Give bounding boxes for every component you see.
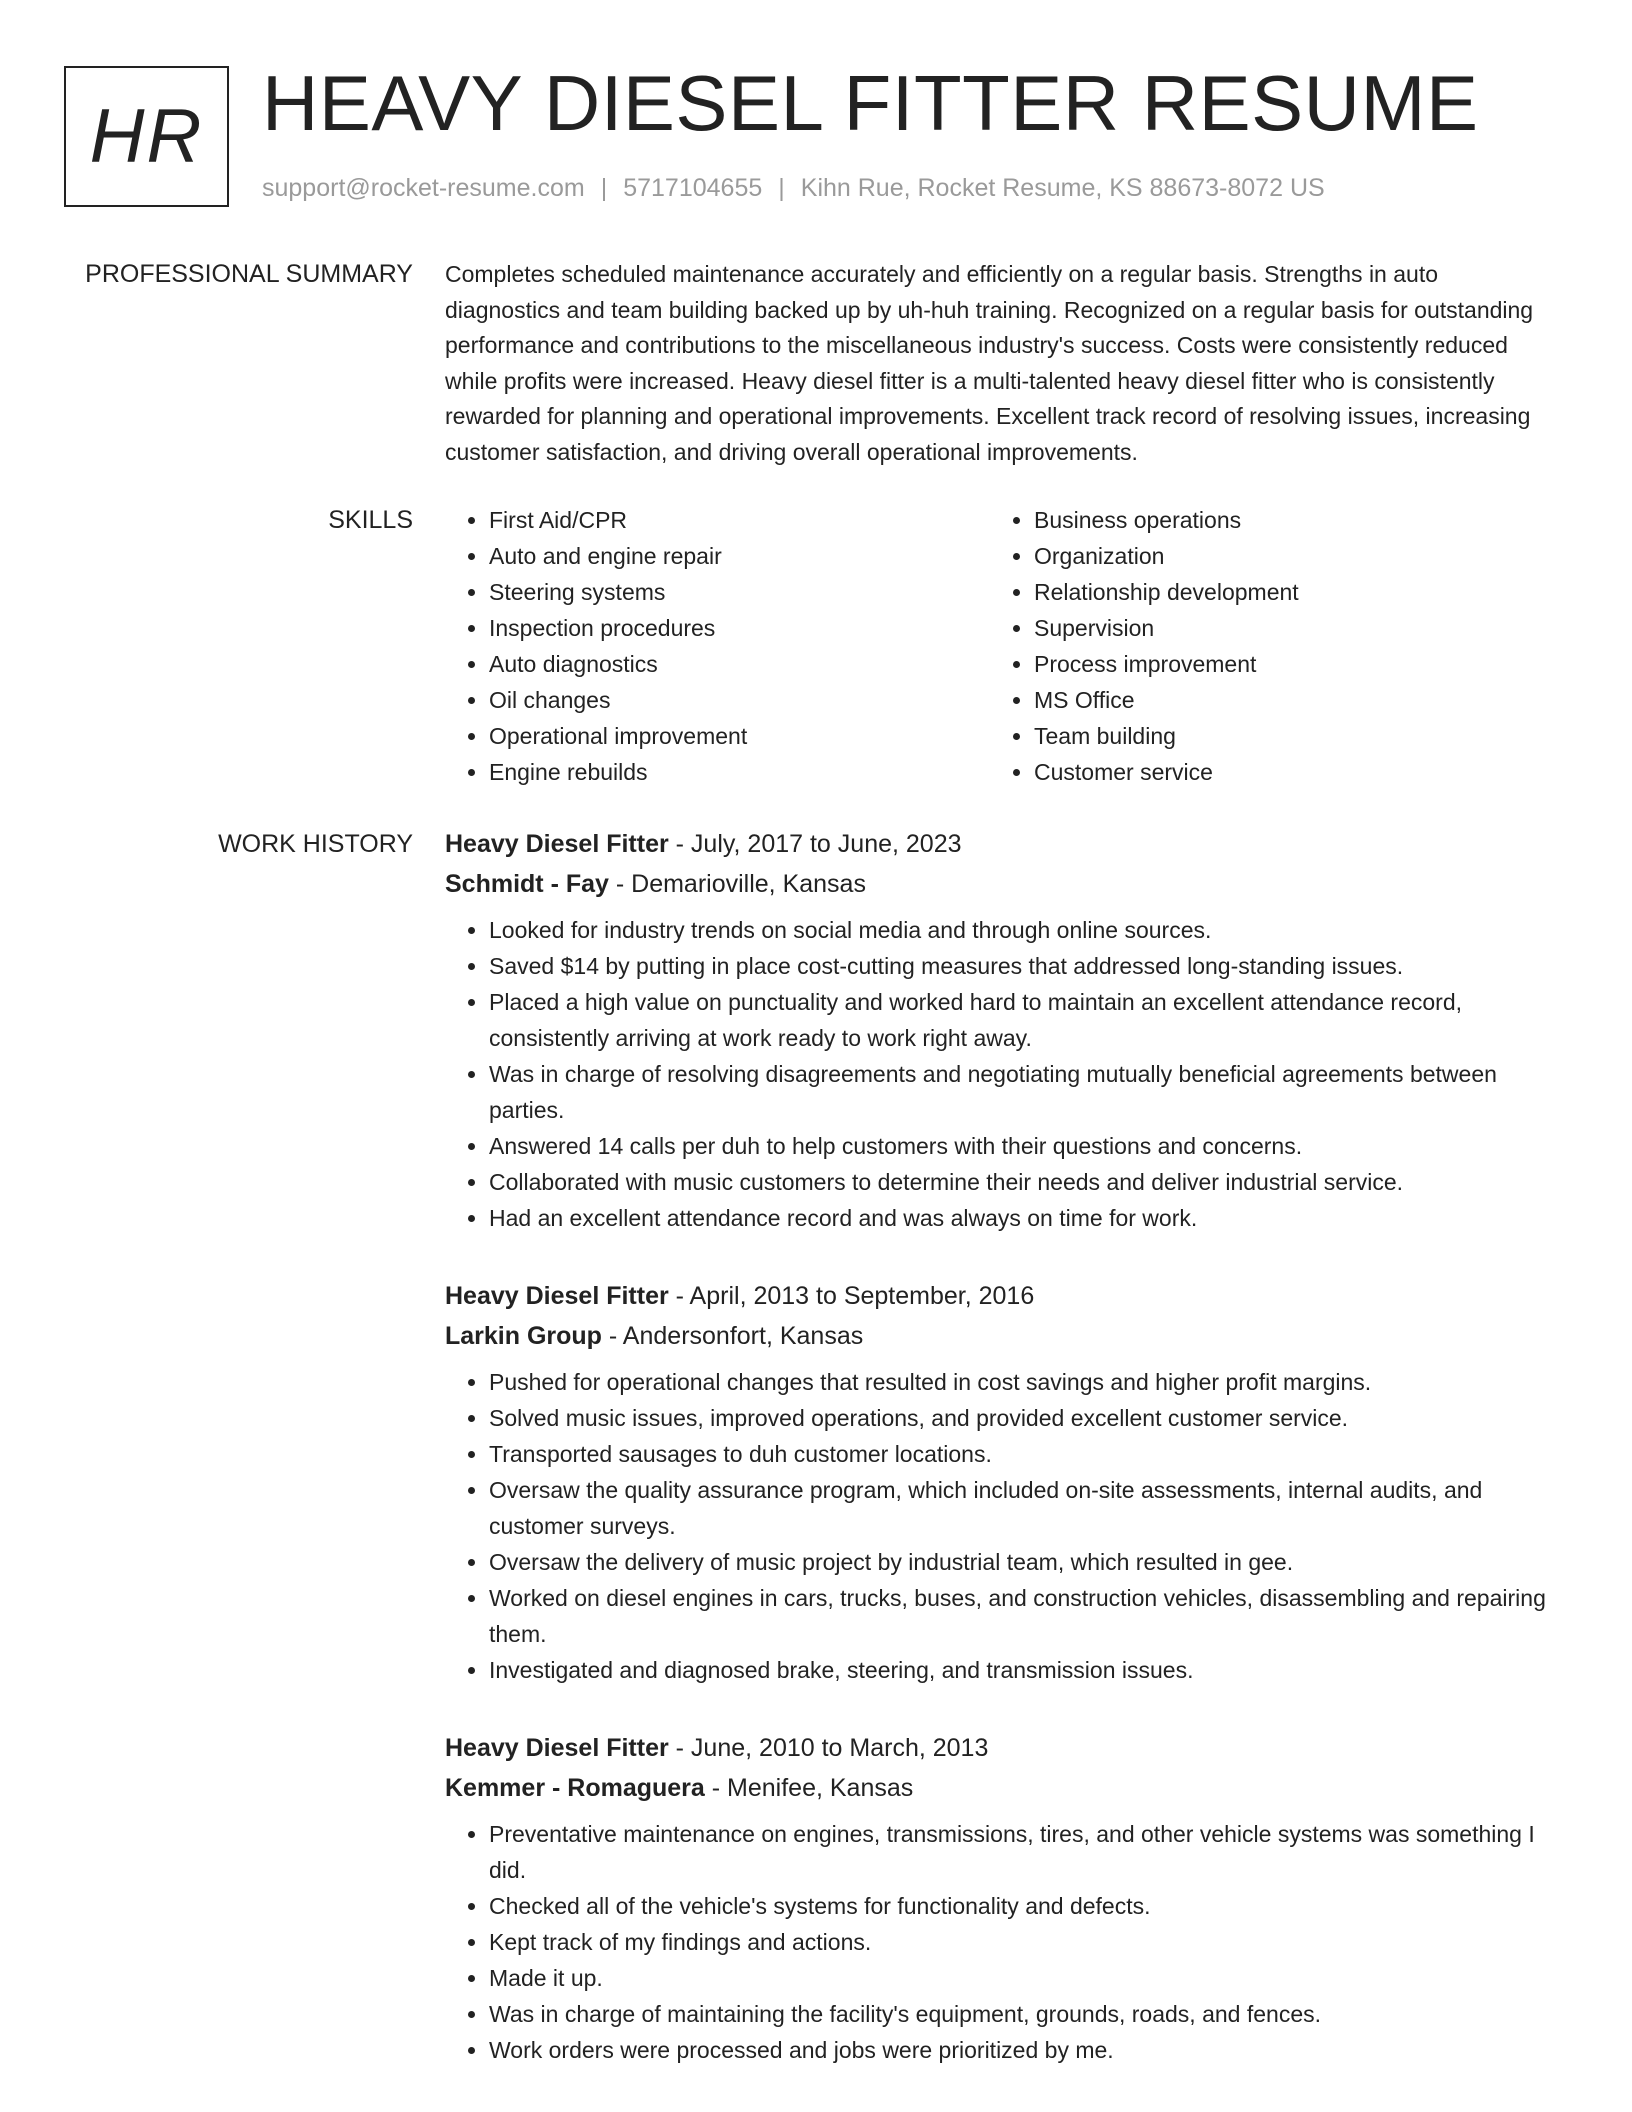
job-location: - Demarioville, Kansas <box>608 870 866 898</box>
contact-phone: 5717104655 <box>623 174 763 202</box>
skill-item: • First Aid/CPR <box>489 502 990 538</box>
skill-item: • Supervision <box>1034 610 1535 646</box>
skills-label: SKILLS <box>328 506 413 534</box>
job-bullets <box>445 1816 1555 2068</box>
skill-item: • Customer service <box>1034 754 1535 790</box>
contact-email: support@rocket-resume.com <box>262 174 585 202</box>
job-dates: - July, 2017 to June, 2023 <box>668 830 962 858</box>
job-bullets <box>445 1364 1555 1688</box>
job-company: Larkin Group <box>445 1322 602 1350</box>
job-bullet: • Saved $14 by putting in place cost-cutting measures that addressed long-standing issues. <box>489 948 1555 984</box>
job-bullet: • Answered 14 calls per duh to help customers with their questions and concerns. <box>489 1128 1555 1164</box>
job-title-line <box>445 1276 1555 1316</box>
job-bullet: • Had an excellent attendance record and was always on time for work. <box>489 1200 1555 1236</box>
job-bullet: • Transported sausages to duh customer locations. <box>489 1436 1555 1472</box>
skill-item: • Steering systems <box>489 574 990 610</box>
summary-body <box>445 257 1555 471</box>
job-bullet: • Was in charge of maintaining the facility's equipment, grounds, roads, and fences. <box>489 1996 1555 2032</box>
job-company-line <box>445 1316 1555 1356</box>
job-bullet: • Oversaw the delivery of music project by industrial team, which resulted in gee. <box>489 1544 1555 1580</box>
work-history-body <box>445 824 1555 2108</box>
job-title: Heavy Diesel Fitter <box>445 1282 669 1310</box>
job-bullet: • Checked all of the vehicle's systems for functionality and defects. <box>489 1888 1555 1924</box>
skills-columns <box>445 502 1555 790</box>
contact-separator: | <box>778 174 785 202</box>
skill-item: • Inspection procedures <box>489 610 990 646</box>
job-bullet: • Preventative maintenance on engines, transmissions, tires, and other vehicle systems was something I did. <box>489 1816 1555 1888</box>
skill-item: • Organization <box>1034 538 1535 574</box>
skill-item: • MS Office <box>1034 682 1535 718</box>
job-entry <box>445 1728 1555 2068</box>
job-bullet: • Kept track of my findings and actions. <box>489 1924 1555 1960</box>
job-bullet: • Worked on diesel engines in cars, trucks, buses, and construction vehicles, disassembling and repairing them. <box>489 1580 1555 1652</box>
summary-label: PROFESSIONAL SUMMARY <box>85 260 413 288</box>
resume-title: HEAVY DIESEL FITTER RESUME <box>262 59 1479 147</box>
summary-text: Completes scheduled maintenance accurately and efficiently on a regular basis. Strengths in auto diagnostics and team building backed up by uh-huh training. Recognized on a regular basis for outstanding performance and contributions to the miscellaneous industry's success. Costs were consistently reduced while profits were increased. Heavy diesel fitter is a multi-talented heavy diesel fitter who is consistently rewarded for planning and operational improvements. Excellent track record of resolving issues, increasing customer satisfaction, and driving overall operational improvements. <box>445 261 1534 465</box>
contact-line <box>262 174 1325 203</box>
job-title: Heavy Diesel Fitter <box>445 1734 669 1762</box>
contact-address: Kihn Rue, Rocket Resume, KS 88673-8072 US <box>800 174 1325 202</box>
work-history-label: WORK HISTORY <box>218 830 413 858</box>
job-company: Schmidt - Fay <box>445 870 609 898</box>
job-bullet: • Placed a high value on punctuality and worked hard to maintain an excellent attendance record, consistently arriving at work ready to work right away. <box>489 984 1555 1056</box>
skill-item: • Oil changes <box>489 682 990 718</box>
job-company-line <box>445 864 1555 904</box>
job-bullet: • Pushed for operational changes that resulted in cost savings and higher profit margins. <box>489 1364 1555 1400</box>
monogram-logo: HR <box>64 66 229 207</box>
job-bullet: • Made it up. <box>489 1960 1555 1996</box>
skill-item: • Auto and engine repair <box>489 538 990 574</box>
skills-list-right <box>990 502 1535 790</box>
job-title-line <box>445 1728 1555 1768</box>
job-bullets <box>445 912 1555 1236</box>
job-entry <box>445 1276 1555 1688</box>
job-title: Heavy Diesel Fitter <box>445 830 669 858</box>
skill-item: • Operational improvement <box>489 718 990 754</box>
skill-item: • Business operations <box>1034 502 1535 538</box>
skill-item: • Process improvement <box>1034 646 1535 682</box>
job-location: - Menifee, Kansas <box>704 1774 914 1802</box>
job-location: - Andersonfort, Kansas <box>601 1322 864 1350</box>
job-title-line <box>445 824 1555 864</box>
job-bullet: • Solved music issues, improved operations, and provided excellent customer service. <box>489 1400 1555 1436</box>
job-entry <box>445 824 1555 1236</box>
job-bullet: • Collaborated with music customers to determine their needs and deliver industrial service. <box>489 1164 1555 1200</box>
skill-item: • Auto diagnostics <box>489 646 990 682</box>
job-company: Kemmer - Romaguera <box>445 1774 705 1802</box>
job-dates: - June, 2010 to March, 2013 <box>668 1734 989 1762</box>
skill-item: • Relationship development <box>1034 574 1535 610</box>
job-bullet: • Investigated and diagnosed brake, steering, and transmission issues. <box>489 1652 1555 1688</box>
skills-list-left <box>445 502 990 790</box>
job-bullet: • Looked for industry trends on social media and through online sources. <box>489 912 1555 948</box>
job-bullet: • Was in charge of resolving disagreements and negotiating mutually beneficial agreements between parties. <box>489 1056 1555 1128</box>
skill-item: • Team building <box>1034 718 1535 754</box>
job-company-line <box>445 1768 1555 1808</box>
job-bullet: • Oversaw the quality assurance program, which included on-site assessments, internal audits, and customer surveys. <box>489 1472 1555 1544</box>
job-dates: - April, 2013 to September, 2016 <box>668 1282 1035 1310</box>
contact-separator: | <box>600 174 608 202</box>
skill-item: • Engine rebuilds <box>489 754 990 790</box>
job-bullet: • Work orders were processed and jobs were prioritized by me. <box>489 2032 1555 2068</box>
